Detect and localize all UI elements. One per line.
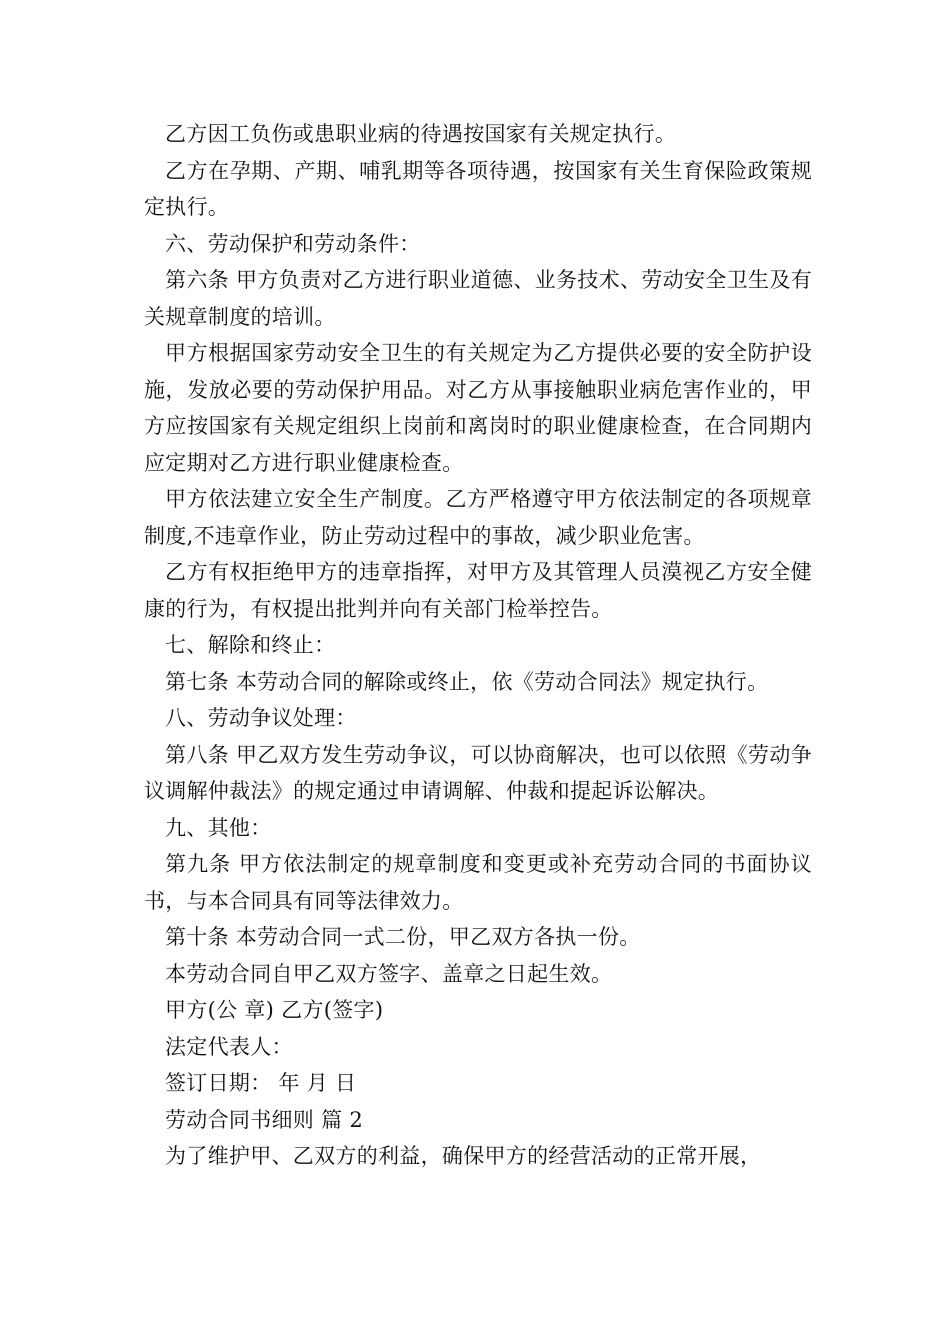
section-heading-other: 九、其他：	[165, 815, 272, 840]
article-10: 第十条 本劳动合同一式二份，甲乙双方各执一份。	[165, 925, 641, 949]
signature-line-parties: 甲方(公 章) 乙方(签字)	[165, 998, 384, 1022]
article-7: 第七条 本劳动合同的解除或终止，依《劳动合同法》规定执行。	[165, 669, 769, 694]
section-heading-termination: 七、解除和终止：	[165, 633, 336, 657]
paragraph-part-2-intro: 为了维护甲、乙双方的利益，确保甲方的经营活动的正常开展，	[165, 1144, 762, 1168]
document-body	[144, 116, 812, 1175]
paragraph-maternity-benefits: 乙方在孕期、产期、哺乳期等各项待遇，按国家有关生育保险政策规定执行。	[144, 158, 812, 219]
section-title-part-2: 劳动合同书细则 篇 2	[165, 1107, 364, 1132]
section-heading-disputes: 八、劳动争议处理：	[165, 706, 357, 730]
article-9: 第九条 甲方依法制定的规章制度和变更或补充劳动合同的书面协议书，与本合同具有同等法律效力。	[144, 852, 812, 913]
section-heading-labor-protection: 六、劳动保护和劳动条件：	[165, 231, 421, 256]
article-8: 第八条 甲乙双方发生劳动争议，可以协商解决，也可以依照《劳动争议调解仲裁法》的规定通过申请调解、仲裁和提起诉讼解决。	[144, 742, 812, 803]
article-6: 第六条 甲方负责对乙方进行职业道德、业务技术、劳动安全卫生及有关规章制度的培训。	[144, 268, 812, 329]
paragraph-injury-benefits: 乙方因工负伤或患职业病的待遇按国家有关规定执行。	[165, 122, 677, 146]
paragraph-safety-facilities: 甲方根据国家劳动安全卫生的有关规定为乙方提供必要的安全防护设施，发放必要的劳动保护用品。对乙方从事接触职业病危害作业的，甲方应按国家有关规定组织上岗前和离岗时的职业健康检查，在合同期内应定期对乙方进行职业健康检查。	[144, 341, 812, 475]
paragraph-right-to-refuse: 乙方有权拒绝甲方的违章指挥，对甲方及其管理人员漠视乙方安全健康的行为，有权提出批判并向有关部门检举控告。	[144, 560, 812, 621]
signature-line-date: 签订日期： 年 月 日	[165, 1071, 357, 1095]
paragraph-effective-date: 本劳动合同自甲乙双方签字、盖章之日起生效。	[165, 961, 613, 986]
paragraph-safety-system: 甲方依法建立安全生产制度。乙方严格遵守甲方依法制定的各项规章制度,不违章作业，防止劳动过程中的事故，减少职业危害。	[144, 487, 812, 548]
signature-line-legal-rep: 法定代表人：	[165, 1034, 293, 1059]
